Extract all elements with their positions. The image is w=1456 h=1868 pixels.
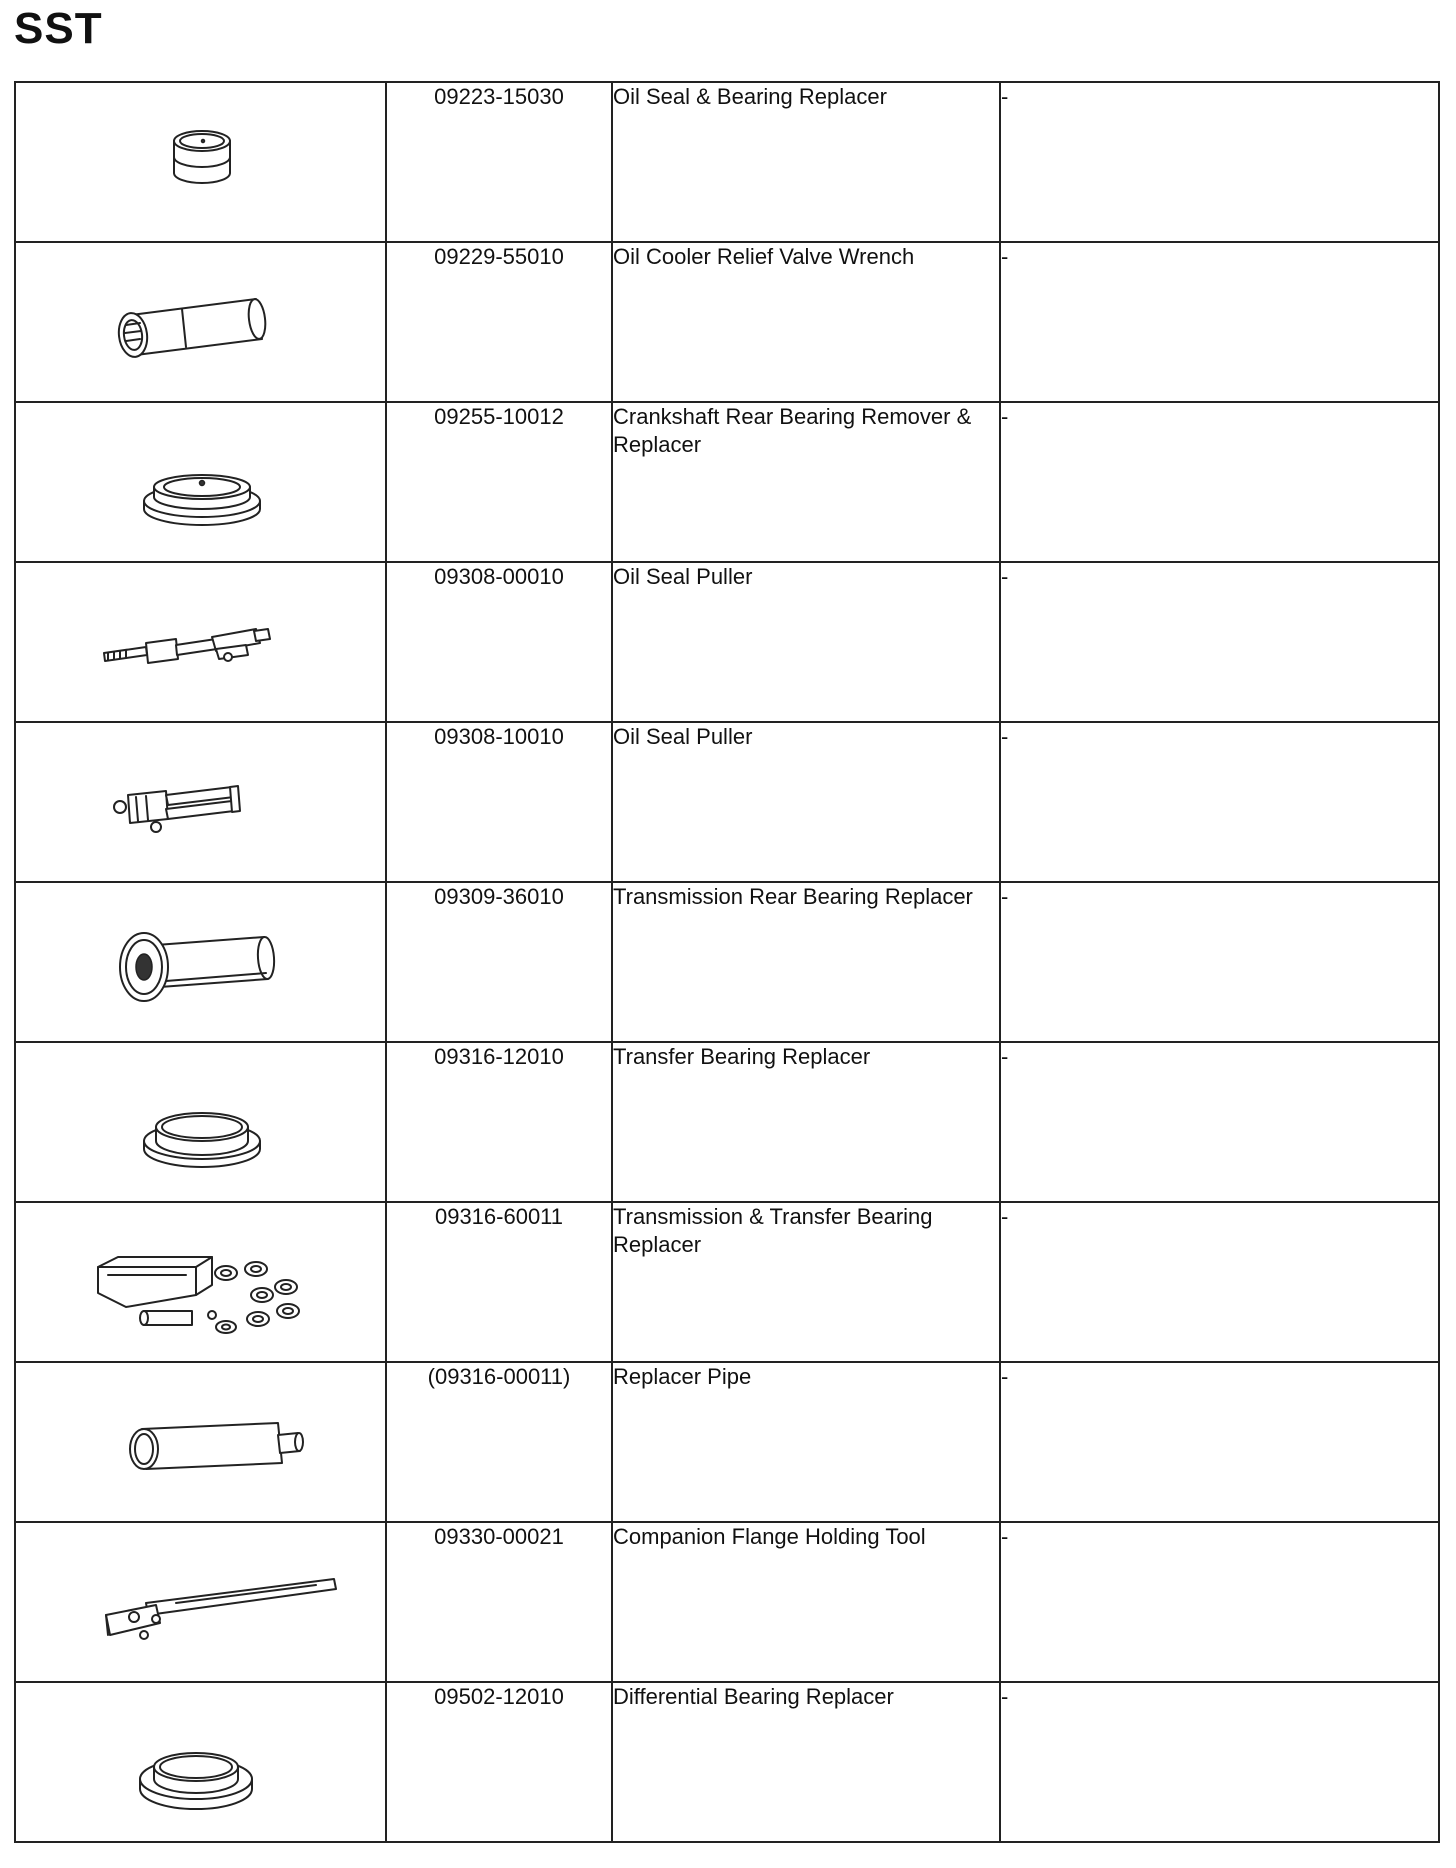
- tool-note: -: [1000, 882, 1439, 1042]
- tool-image-cell: [15, 562, 386, 722]
- tool-image-cell: [15, 242, 386, 402]
- bearing-replacer-kit-icon: [16, 1203, 385, 1361]
- part-number: 09316-12010: [386, 1042, 612, 1202]
- table-row: [15, 1042, 1439, 1202]
- seal-replacer-cup-icon: [16, 83, 385, 241]
- part-number: (09316-00011): [386, 1362, 612, 1522]
- tool-name: Differential Bearing Replacer: [612, 1682, 1000, 1842]
- tool-name: Transfer Bearing Replacer: [612, 1042, 1000, 1202]
- tool-note: -: [1000, 722, 1439, 882]
- tool-name: Transmission & Transfer Bearing Replacer: [612, 1202, 1000, 1362]
- table-row: [15, 882, 1439, 1042]
- table-row: [15, 1682, 1439, 1842]
- sst-table: [14, 81, 1440, 1843]
- tool-name: Oil Seal Puller: [612, 722, 1000, 882]
- tool-note: -: [1000, 1362, 1439, 1522]
- oil-seal-puller-jaw-icon: [16, 723, 385, 881]
- table-row: [15, 1202, 1439, 1362]
- relief-valve-wrench-icon: [16, 243, 385, 401]
- table-row: [15, 82, 1439, 242]
- table-row: [15, 1362, 1439, 1522]
- tool-note: -: [1000, 82, 1439, 242]
- rear-bearing-replacer-icon: [16, 883, 385, 1041]
- tool-image-cell: [15, 882, 386, 1042]
- tool-note: -: [1000, 402, 1439, 562]
- part-number: 09255-10012: [386, 402, 612, 562]
- part-number: 09309-36010: [386, 882, 612, 1042]
- tool-image-cell: [15, 1522, 386, 1682]
- tool-image-cell: [15, 1682, 386, 1842]
- tool-name: Companion Flange Holding Tool: [612, 1522, 1000, 1682]
- page-title: SST: [14, 4, 103, 53]
- table-row: [15, 1522, 1439, 1682]
- part-number: 09316-60011: [386, 1202, 612, 1362]
- flange-holding-tool-icon: [16, 1523, 385, 1681]
- oil-seal-puller-slide-hammer-icon: [16, 563, 385, 721]
- tool-note: -: [1000, 562, 1439, 722]
- part-number: 09308-00010: [386, 562, 612, 722]
- tool-image-cell: [15, 402, 386, 562]
- tool-note: -: [1000, 1522, 1439, 1682]
- tool-note: -: [1000, 1682, 1439, 1842]
- replacer-pipe-icon: [16, 1363, 385, 1521]
- tool-name: Crankshaft Rear Bearing Remover & Replacer: [612, 402, 1000, 562]
- part-number: 09308-10010: [386, 722, 612, 882]
- tool-note: -: [1000, 1042, 1439, 1202]
- table-row: [15, 722, 1439, 882]
- part-number: 09223-15030: [386, 82, 612, 242]
- tool-name: Transmission Rear Bearing Replacer: [612, 882, 1000, 1042]
- transfer-bearing-ring-icon: [16, 1043, 385, 1201]
- tool-image-cell: [15, 1362, 386, 1522]
- table-row: [15, 242, 1439, 402]
- tool-image-cell: [15, 1202, 386, 1362]
- tool-image-cell: [15, 1042, 386, 1202]
- bearing-remover-disc-icon: [16, 403, 385, 561]
- table-row: [15, 562, 1439, 722]
- part-number: 09229-55010: [386, 242, 612, 402]
- differential-bearing-ring-icon: [16, 1683, 385, 1841]
- tool-image-cell: [15, 722, 386, 882]
- part-number: 09502-12010: [386, 1682, 612, 1842]
- tool-note: -: [1000, 1202, 1439, 1362]
- tool-name: Oil Seal Puller: [612, 562, 1000, 722]
- part-number: 09330-00021: [386, 1522, 612, 1682]
- table-row: [15, 402, 1439, 562]
- tool-name: Oil Seal & Bearing Replacer: [612, 82, 1000, 242]
- tool-name: Replacer Pipe: [612, 1362, 1000, 1522]
- tool-image-cell: [15, 82, 386, 242]
- tool-note: -: [1000, 242, 1439, 402]
- tool-name: Oil Cooler Relief Valve Wrench: [612, 242, 1000, 402]
